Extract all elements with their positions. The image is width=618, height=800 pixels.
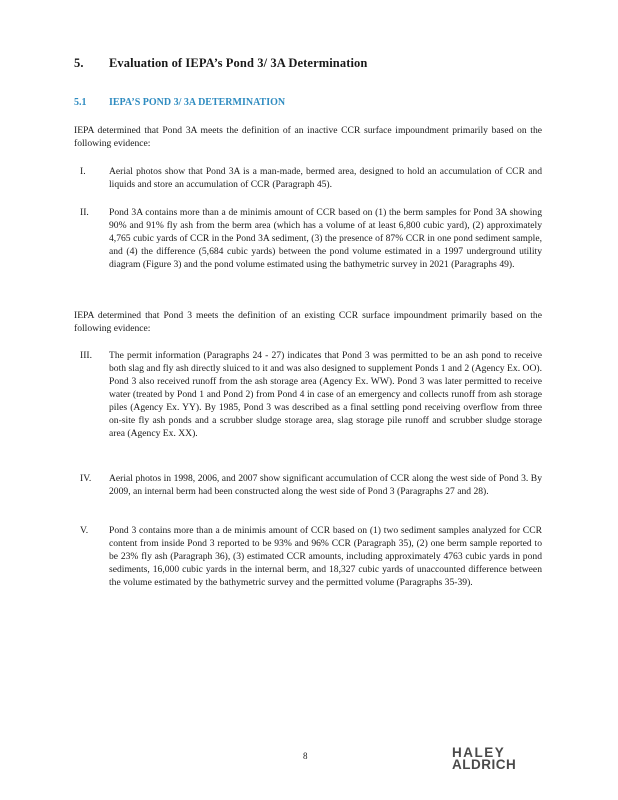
list-item [74,472,542,498]
intro-pond-3: IEPA determined that Pond 3 meets the definition of an existing CCR surface impoundment primarily based on the following evidence: [74,310,542,334]
list-numeral: I. [80,166,86,177]
page-number: 8 [303,751,308,761]
logo-line-2: ALDRICH [452,757,517,772]
section-heading [74,56,367,71]
list-numeral: IV. [80,473,92,484]
section-number: 5. [74,56,84,70]
logo-line-1: HALEY [452,745,506,760]
list-numeral: II. [80,207,89,218]
intro-pond-3a: IEPA determined that Pond 3A meets the definition of an inactive CCR surface impoundment primarily based on the following evidence: [74,125,542,149]
list-item-text: Pond 3A contains more than a de minimis amount of CCR based on (1) the berm samples for Pond 3A showing 90% and 91% fly ash from the berm area (which has a volume of at least 6,800 cubic yard), (2) approximately 4,765 cubic yards of CCR in the Pond 3A sediment, (3) the presence of 87% CCR in one pond sediment sample, and (4) the difference (5,684 cubic yards) between the pond volume estimated in a 1997 underground utility diagram (Figure 3) and the pond volume estimated using the bathymetric survey in 2021 (Paragraphs 49). [109,207,542,270]
subsection-number: 5.1 [74,97,87,108]
list-item-text: The permit information (Paragraphs 24 - 27) indicates that Pond 3 was permitted to be an ash pond to receive both slag and fly ash directly sluiced to it and was also designed to supplement Ponds 1 and 2 (Agency Ex. OO). Pond 3 also received runoff from the ash storage area (Agency Ex. WW). Pond 3 was later permitted to receive water (treated by Pond 1 and Pond 2) from Pond 4 in case of an emergency and collects runoff from ash storage piles (Agency Ex. YY). By 1985, Pond 3 was described as a final settling pond receiving overflow from three on-site fly ash ponds and a scrubber sludge storage area, slag storage pile runoff and scrubber sludge storage area (Agency Ex. XX). [109,350,542,439]
list-item-text: Aerial photos show that Pond 3A is a man-made, bermed area, designed to hold an accumulation of CCR and liquids and store an accumulation of CCR (Paragraph 45). [109,166,542,190]
list-item [74,206,542,271]
haley-aldrich-logo [452,747,546,777]
section-title: Evaluation of IEPA’s Pond 3/ 3A Determination [109,56,368,70]
list-item [74,524,542,589]
list-numeral: V. [80,525,89,536]
list-item-text: Aerial photos in 1998, 2006, and 2007 show significant accumulation of CCR along the west side of Pond 3. By 2009, an internal berm had been constructed along the west side of Pond 3 (Paragraphs 27 and 28). [109,473,542,497]
subsection-heading [74,97,285,108]
list-item [74,349,542,440]
list-item-text: Pond 3 contains more than a de minimis amount of CCR based on (1) two sediment samples analyzed for CCR content from inside Pond 3 reported to be 93% and 96% CCR (Paragraph 35), (2) one berm sample reported to be 23% fly ash (Paragraph 36), (3) estimated CCR amounts, including approximately 4763 cubic yards in pond sediments, 16,000 cubic yards in the internal berm, and 18,327 cubic yards of unaccounted difference between the volume estimated by the bathymetric survey and the permitted volume (Paragraphs 35-39). [109,525,542,588]
list-numeral: III. [80,350,92,361]
subsection-title: IEPA’S POND 3/ 3A DETERMINATION [109,97,286,108]
list-item [74,165,542,191]
